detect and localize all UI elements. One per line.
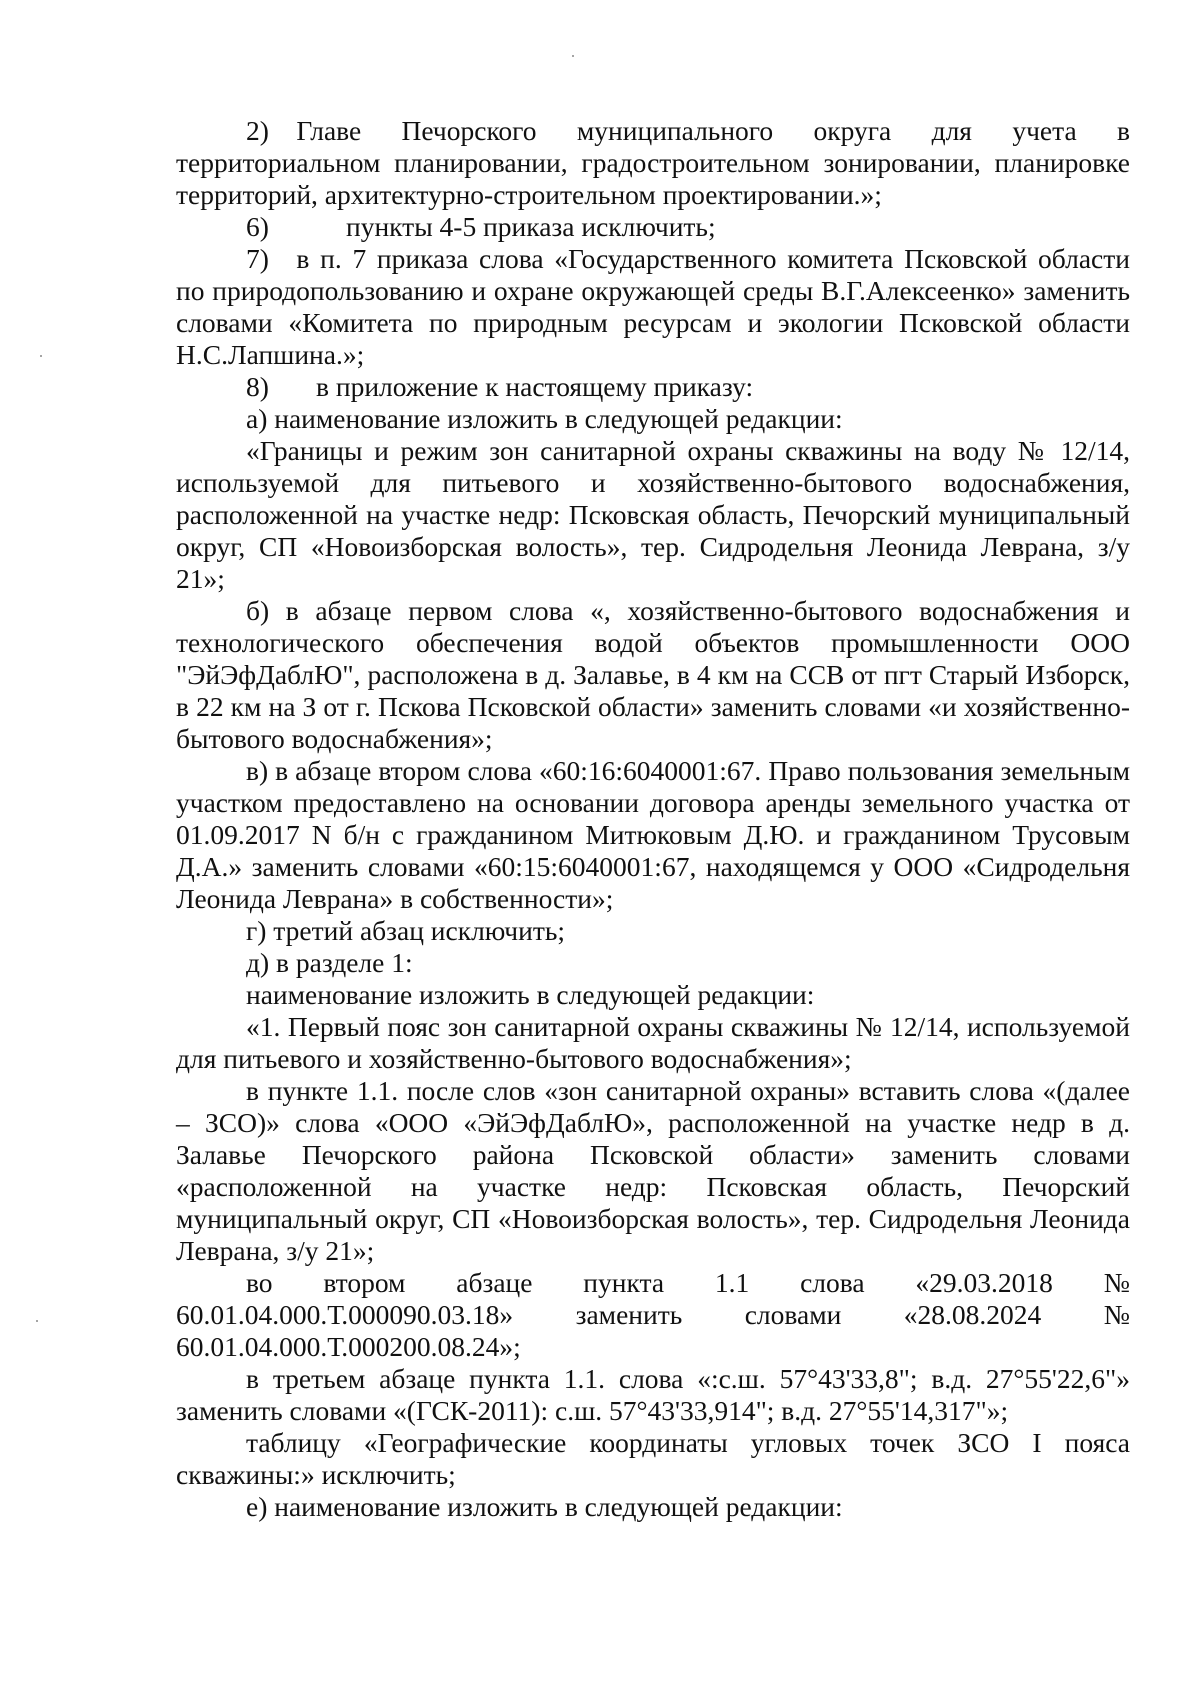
paragraph-a: а) наименование изложить в следующей редакции:: [246, 403, 843, 434]
item-number: 6): [246, 211, 269, 242]
paragraph-table: таблицу «Географические координаты угловых точек ЗСО I пояса скважины:» исключить;: [176, 1427, 1130, 1490]
paragraph-third-abzac: в третьем абзаце пункта 1.1. слова «:с.ш. 57°43'33,8"; в.д. 27°55'22,6"» заменить словами «(ГСК-2011): с.ш. 57°43'33,914"; в.д. 27°55'14,317"»;: [176, 1363, 1130, 1426]
paragraph-point-1-1: в пункте 1.1. после слов «зон санитарной охраны» вставить слова «(далее – ЗСО)» слова «ООО «ЭйЭфДаблЮ», расположенной на участке недр в д. Залавье Печорского района Псковской области» заменить словами «расположенной на участке недр: Псковская область, Печорский муниципальный округ, СП «Новоизборская волость», тер. Сидродельня Леонида Леврана, з/у 21»;: [176, 1075, 1130, 1266]
paragraph-item-2: 2) Главе Печорского муниципального округа для учета в территориальном планировании, градостроительном зонировании, планировке территорий, архитектурно-строительном проектировании.»;: [176, 115, 1130, 210]
scan-speck: [572, 55, 574, 57]
paragraph-e: е) наименование изложить в следующей редакции:: [246, 1491, 843, 1522]
item-text: пункты 4-5 приказа исключить;: [346, 211, 716, 242]
document-body: [176, 115, 1130, 1523]
list-item-6: [176, 211, 1130, 243]
paragraph-second-abzac: во втором абзаце пункта 1.1 слова «29.03.2018 № 60.01.04.000.Т.000090.03.18» заменить словами «28.08.2024 № 60.01.04.000.Т.000200.08.24»;: [176, 1267, 1130, 1362]
paragraph-b: б) в абзаце первом слова «, хозяйственно-бытового водоснабжения и технологического обеспечения водой объектов промышленности ООО "ЭйЭфДаблЮ", расположена в д. Залавье, в 4 км на ССВ от пгт Старый Изборск, в 22 км на З от г. Пскова Псковской области» заменить словами «и хозяйственно-бытового водоснабжения»;: [176, 595, 1130, 754]
scan-speck: [40, 355, 42, 357]
scan-speck: [36, 1320, 38, 1322]
item-text: в приложение к настоящему приказу:: [316, 371, 754, 402]
paragraph-g: г) третий абзац исключить;: [246, 915, 566, 946]
paragraph-item-7: [176, 243, 1130, 371]
list-item-8: [176, 371, 1130, 403]
paragraph-d: д) в разделе 1:: [246, 947, 413, 978]
paragraph-d-name: наименование изложить в следующей редакции:: [246, 979, 815, 1010]
paragraph-v: в) в абзаце втором слова «60:16:6040001:67. Право пользования земельным участком предоставлено на основании договора аренды земельного участка от 01.09.2017 N б/н с гражданином Митюковым Д.Ю. и гражданином Трусовым Д.А.» заменить словами «60:15:6040001:67, находящемся у ООО «Сидродельня Леонида Леврана» в собственности»;: [176, 755, 1130, 914]
paragraph-d-quote: «1. Первый пояс зон санитарной охраны скважины № 12/14, используемой для питьевого и хозяйственно-бытового водоснабжения»;: [176, 1011, 1130, 1074]
item-number: 8): [246, 371, 269, 402]
item-text: в п. 7 приказа слова «Государственного комитета Псковской области по природопользованию и охране окружающей среды В.Г.Алексеенко» заменить словами «Комитета по природным ресурсам и экологии Псковской области Н.С.Лапшина.»;: [176, 243, 1130, 370]
item-number: 7): [246, 243, 269, 274]
paragraph-a-quote: «Границы и режим зон санитарной охраны скважины на воду № 12/14, используемой для питьевого и хозяйственно-бытового водоснабжения, расположенной на участке недр: Псковская область, Печорский муниципальный округ, СП «Новоизборская волость», тер. Сидродельня Леонида Леврана, з/у 21»;: [176, 435, 1130, 594]
